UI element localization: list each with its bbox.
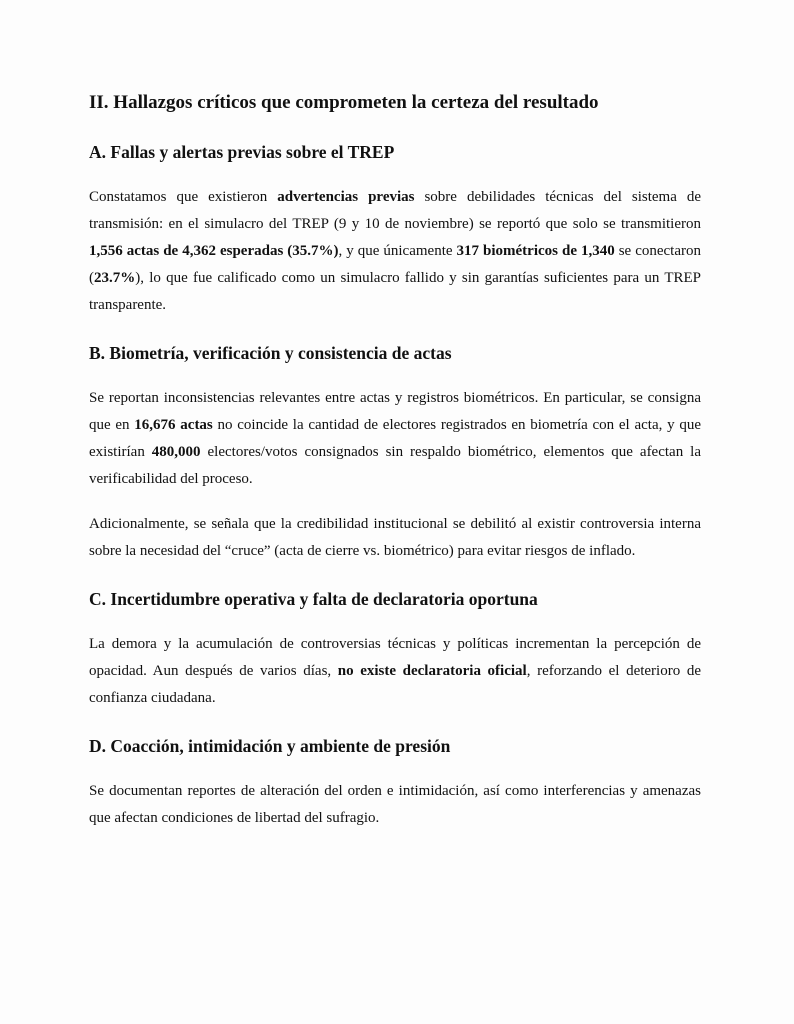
text-run: Se reportan inconsistencias relevantes entre actas y registros biométricos. En particular, se consigna que en (89, 390, 701, 433)
text-run: sobre debilidades técnicas del sistema de transmisión: en el simulacro del TREP (9 y 10 de noviembre) se reportó que solo se transmitieron (89, 189, 701, 232)
text-run: La demora y la acumulación de controversias técnicas y políticas incrementan la percepción de opacidad. Aun después de varios días, (89, 636, 701, 679)
bold-text-run: no existe declaratoria oficial (337, 663, 527, 679)
paragraph-d1 (89, 778, 701, 832)
text-run: , reforzando el deterioro de confianza ciudadana. (89, 663, 701, 706)
subsection-title-a: A. Fallas y alertas previas sobre el TREP (89, 142, 395, 162)
bold-text-run: 16,676 actas (134, 417, 213, 433)
section-title: II. Hallazgos críticos que comprometen la certeza del resultado (89, 92, 599, 113)
subsection-title-b: B. Biometría, verificación y consistencia de actas (89, 343, 452, 363)
bold-text-run: 317 biométricos de 1,340 (456, 243, 615, 259)
text-run: Se documentan reportes de alteración del orden e intimidación, así como interferencias y amenazas que afectan condiciones de libertad del sufragio. (89, 783, 701, 826)
document-content (89, 90, 701, 854)
paragraph-c1 (89, 631, 701, 712)
paragraph-b1 (89, 385, 701, 493)
paragraph-b2 (89, 511, 701, 565)
bold-text-run: 1,556 actas de 4,362 esperadas (35.7%) (89, 243, 339, 259)
subsection-title-d: D. Coacción, intimidación y ambiente de presión (89, 736, 451, 756)
text-run: se conectaron ( (89, 243, 701, 286)
text-run: Constatamos que existieron (89, 189, 278, 205)
subsection-title-c: C. Incertidumbre operativa y falta de declaratoria oportuna (89, 589, 538, 609)
text-run: no coincide la cantidad de electores registrados en biometría con el acta, y que existirían (89, 417, 701, 460)
text-run: , y que únicamente (338, 243, 457, 259)
bold-text-run: advertencias previas (277, 189, 415, 205)
paragraph-a1 (89, 184, 701, 319)
bold-text-run: 480,000 (151, 444, 201, 460)
text-run: electores/votos consignados sin respaldo biométrico, elementos que afectan la verificabilidad del proceso. (89, 444, 701, 487)
bold-text-run: 23.7% (94, 270, 136, 286)
text-run: ), lo que fue calificado como un simulacro fallido y sin garantías suficientes para un TREP transparente. (89, 270, 701, 313)
text-run: Adicionalmente, se señala que la credibilidad institucional se debilitó al existir controversia interna sobre la necesidad del “cruce” (acta de cierre vs. biométrico) para evitar riesgos de inflado. (89, 516, 701, 559)
